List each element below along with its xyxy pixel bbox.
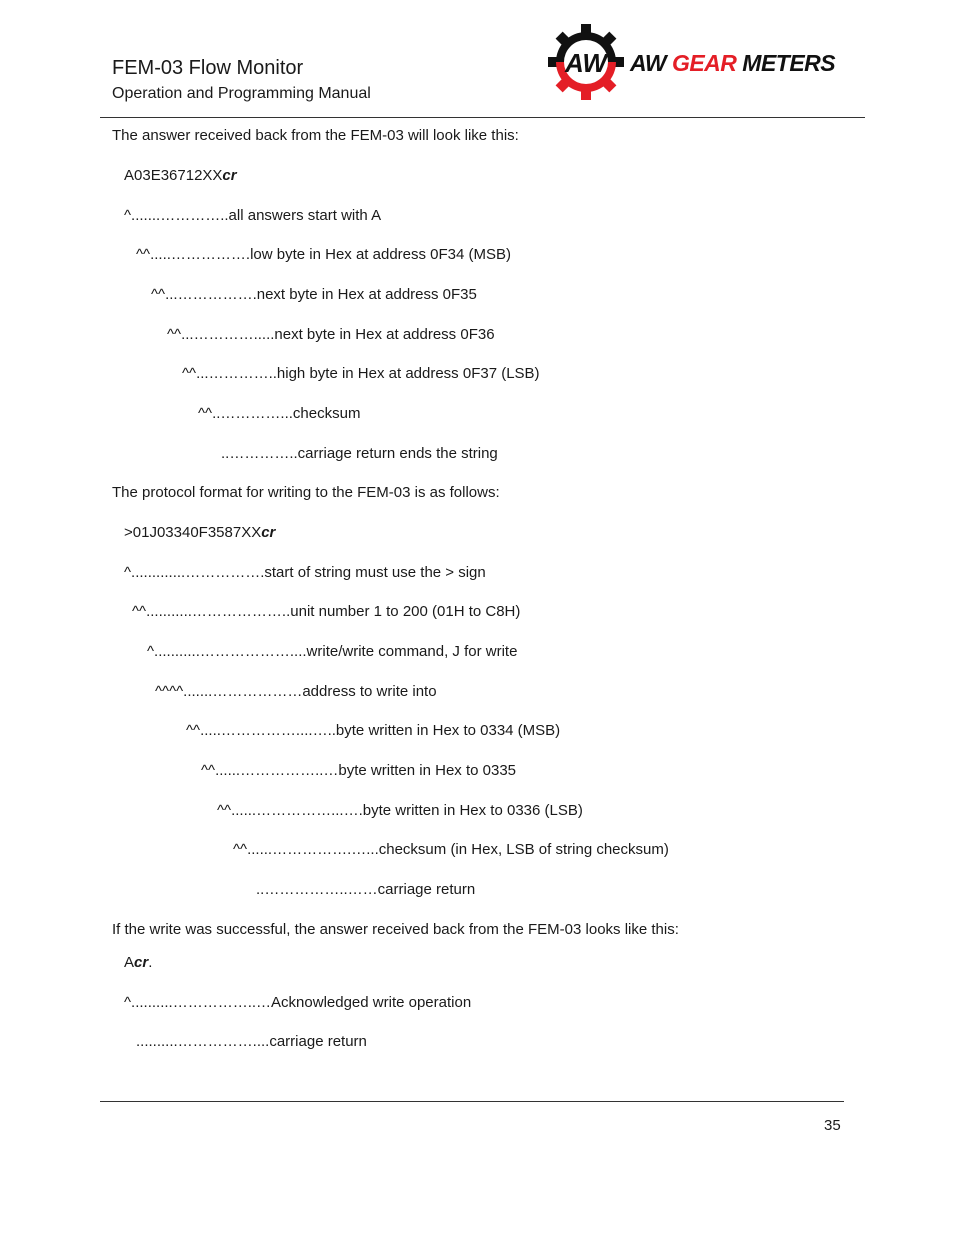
gear-logo-icon [546, 22, 626, 102]
field-description: ^^...…………….next byte in Hex at address 0F35 [151, 286, 477, 303]
document-title: FEM-03 Flow Monitor [112, 57, 304, 79]
field-description: ^^.....……………....…..byte written in Hex to 0334 (MSB) [186, 722, 561, 739]
write-example: >01J03340F3587XXcr [124, 524, 276, 541]
field-description: ^^......…………….…...checksum (in Hex, LSB of string checksum) [233, 841, 669, 858]
field-description: ^.............…………….start of string must use the > sign [124, 564, 486, 581]
logo-wordmark [630, 50, 835, 77]
field-description: ^^^^.......………………address to write into [155, 683, 437, 700]
body-line: If the write was successful, the answer received back from the FEM-03 looks like this: [112, 921, 679, 938]
logo-mark-letters: AW [565, 48, 607, 78]
field-description: ..........……………....carriage return [136, 1033, 367, 1050]
header-rule [100, 117, 865, 118]
body-line: The answer received back from the FEM-03 will look like this: [112, 127, 519, 144]
ack-example: Acr. [124, 954, 153, 971]
field-description: ^^...………….....next byte in Hex at address 0F36 [167, 326, 495, 343]
logo-word-aw: AW [630, 50, 667, 76]
body-line: The protocol format for writing to the FEM-03 is as follows: [112, 484, 500, 501]
document-subtitle: Operation and Programming Manual [112, 85, 371, 102]
aw-gear-meters-logo [546, 22, 846, 102]
page-number: 35 [824, 1117, 841, 1134]
field-description: ^^......……………..…byte written in Hex to 0335 [201, 762, 517, 779]
logo-word-gear: GEAR [671, 50, 737, 76]
logo-word-meters: METERS [742, 50, 836, 76]
field-description: ^^...…………..high byte in Hex at address 0F37 (LSB) [182, 365, 540, 382]
field-description: ^.......…………..all answers start with A [124, 207, 382, 224]
answer-example: A03E36712XXcr [124, 167, 237, 184]
field-description: ^..........……………..…Acknowledged write operation [124, 994, 472, 1011]
field-description: ..…………..carriage return ends the string [221, 445, 498, 462]
field-description: ^^...........………………..unit number 1 to 200 (01H to C8H) [132, 603, 521, 620]
field-description: ^...........………………....write/write command, J for write [147, 643, 518, 660]
footer-rule [100, 1101, 844, 1102]
field-description: ^^..…………...checksum [198, 405, 361, 422]
field-description: ^^.....…………….low byte in Hex at address 0F34 (MSB) [136, 246, 512, 263]
field-description: ^^......……………...….byte written in Hex to 0336 (LSB) [217, 802, 583, 819]
field-description: ..……………..……carriage return [256, 881, 476, 898]
